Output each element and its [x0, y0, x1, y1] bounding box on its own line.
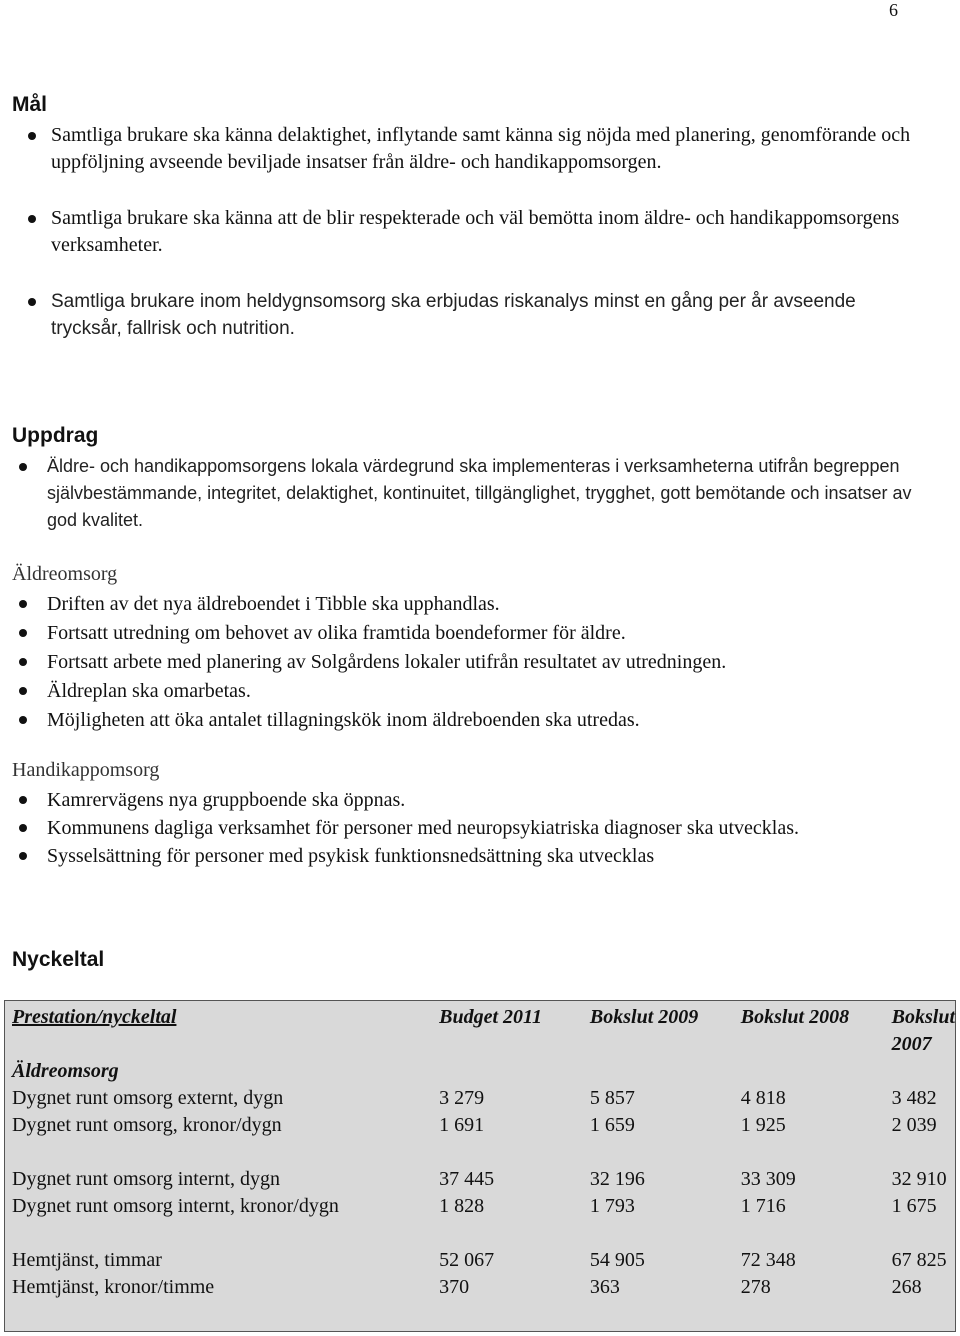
section-heading-uppdrag: Uppdrag — [12, 424, 99, 447]
table-row — [5, 1166, 955, 1193]
nyckeltal-table — [4, 1000, 956, 1332]
table-cell: 278 — [740, 1276, 771, 1298]
list-item: Sysselsättning för personer med psykisk funktionsnedsättning ska utvecklas — [47, 842, 927, 870]
table-cell: Dygnet runt omsorg, kronor/dygn — [12, 1114, 282, 1136]
bullet-icon — [19, 600, 27, 608]
table-cell: 1 716 — [740, 1195, 786, 1217]
table-cell: 5 857 — [589, 1087, 635, 1109]
table-cell: 1 793 — [589, 1195, 635, 1217]
table-cell: Dygnet runt omsorg internt, dygn — [12, 1168, 280, 1190]
list-item: Driften av det nya äldreboendet i Tibble ska upphandlas. — [47, 590, 927, 619]
uppdrag-bullet-list — [47, 453, 927, 534]
bullet-icon — [28, 298, 36, 306]
table-cell: 3 279 — [439, 1087, 485, 1109]
table-cell: 1 675 — [891, 1195, 937, 1217]
table-cell: Dygnet runt omsorg externt, dygn — [12, 1087, 284, 1109]
bullet-icon — [28, 132, 36, 140]
list-item: Kommunens dagliga verksamhet för personer med neuropsykiatriska diagnoser ska utvecklas. — [47, 814, 927, 842]
list-item: Äldre- och handikappomsorgens lokala värdegrund ska implementeras i verksamheterna utifrån begreppen självbestämmande, integritet, delaktighet, kontinuitet, tillgänglighet, trygghet, gott bemötande och insatser av god kvalitet. — [47, 453, 927, 534]
table-cell: 32 910 — [891, 1168, 947, 1190]
bullet-icon — [19, 629, 27, 637]
table-row — [5, 1247, 955, 1274]
table-cell: 2 039 — [891, 1114, 937, 1136]
subheading-aldreomsorg: Äldreomsorg — [12, 563, 118, 585]
table-header-cell: Bokslut 2009 — [589, 1006, 699, 1028]
list-item: Möjligheten att öka antalet tillagningskök inom äldreboenden ska utredas. — [47, 706, 927, 735]
table-row — [5, 1112, 955, 1139]
table-cell: 268 — [891, 1276, 922, 1298]
table-header-cell: Prestation/nyckeltal — [12, 1006, 177, 1028]
handikappomsorg-bullet-list — [47, 786, 927, 870]
list-item: Fortsatt arbete med planering av Solgårdens lokaler utifrån resultatet av utredningen. — [47, 648, 927, 677]
table-cell: 67 825 — [891, 1249, 947, 1271]
table-cell: 1 925 — [740, 1114, 786, 1136]
section-heading-nyckeltal: Nyckeltal — [12, 948, 105, 971]
table-header-cell: Budget 2011 — [439, 1006, 542, 1028]
bullet-icon — [28, 215, 36, 223]
table-cell: 32 196 — [589, 1168, 645, 1190]
table-subheader-row — [5, 1058, 955, 1085]
table-cell: 72 348 — [740, 1249, 796, 1271]
table-cell: 4 818 — [740, 1087, 786, 1109]
bullet-icon — [19, 796, 27, 804]
mal-bullet-list — [51, 122, 931, 371]
table-cell: Hemtjänst, timmar — [12, 1249, 162, 1271]
table-row — [5, 1274, 955, 1301]
list-item: Samtliga brukare inom heldygnsomsorg ska erbjudas riskanalys minst en gång per år avseende trycksår, fallrisk och nutrition. — [51, 288, 931, 342]
table-cell: 370 — [439, 1276, 470, 1298]
bullet-icon — [19, 658, 27, 666]
table-cell: 52 067 — [439, 1249, 495, 1271]
table-cell: 1 659 — [589, 1114, 635, 1136]
table-cell: 54 905 — [589, 1249, 645, 1271]
list-item: Samtliga brukare ska känna delaktighet, inflytande samt känna sig nöjda med planering, genomförande och uppföljning avseende beviljade insatser från äldre- och handikappomsorgen. — [51, 122, 931, 176]
bullet-icon — [19, 463, 27, 471]
bullet-icon — [19, 687, 27, 695]
table-row — [5, 1085, 955, 1112]
list-item: Samtliga brukare ska känna att de blir respekterade och väl bemötta inom äldre- och handikappomsorgens verksamheter. — [51, 205, 931, 259]
table-cell: 3 482 — [891, 1087, 937, 1109]
table-cell: Hemtjänst, kronor/timme — [12, 1276, 215, 1298]
list-item: Fortsatt utredning om behovet av olika framtida boendeformer för äldre. — [47, 619, 927, 648]
aldreomsorg-bullet-list — [47, 590, 927, 735]
table-cell: 37 445 — [439, 1168, 495, 1190]
table-header-cell: Bokslut 2008 — [740, 1006, 850, 1028]
bullet-icon — [19, 824, 27, 832]
bullet-icon — [19, 852, 27, 860]
list-item: Kamrervägens nya gruppboende ska öppnas. — [47, 786, 927, 814]
subheading-handikappomsorg: Handikappomsorg — [12, 759, 160, 781]
table-row — [5, 1193, 955, 1220]
table-cell: 1 691 — [439, 1114, 485, 1136]
page-number: 6 — [889, 0, 898, 20]
table-cell: 1 828 — [439, 1195, 485, 1217]
table-header-row — [5, 1001, 955, 1058]
list-item: Äldreplan ska omarbetas. — [47, 677, 927, 706]
table-cell: 33 309 — [740, 1168, 796, 1190]
table-header-cell: Bokslut 2007 — [891, 1006, 955, 1055]
table-subheader-cell: Äldreomsorg — [12, 1060, 119, 1082]
table-cell: 363 — [589, 1276, 620, 1298]
table-cell: Dygnet runt omsorg internt, kronor/dygn — [12, 1195, 339, 1217]
bullet-icon — [19, 716, 27, 724]
section-heading-mal: Mål — [12, 93, 48, 116]
